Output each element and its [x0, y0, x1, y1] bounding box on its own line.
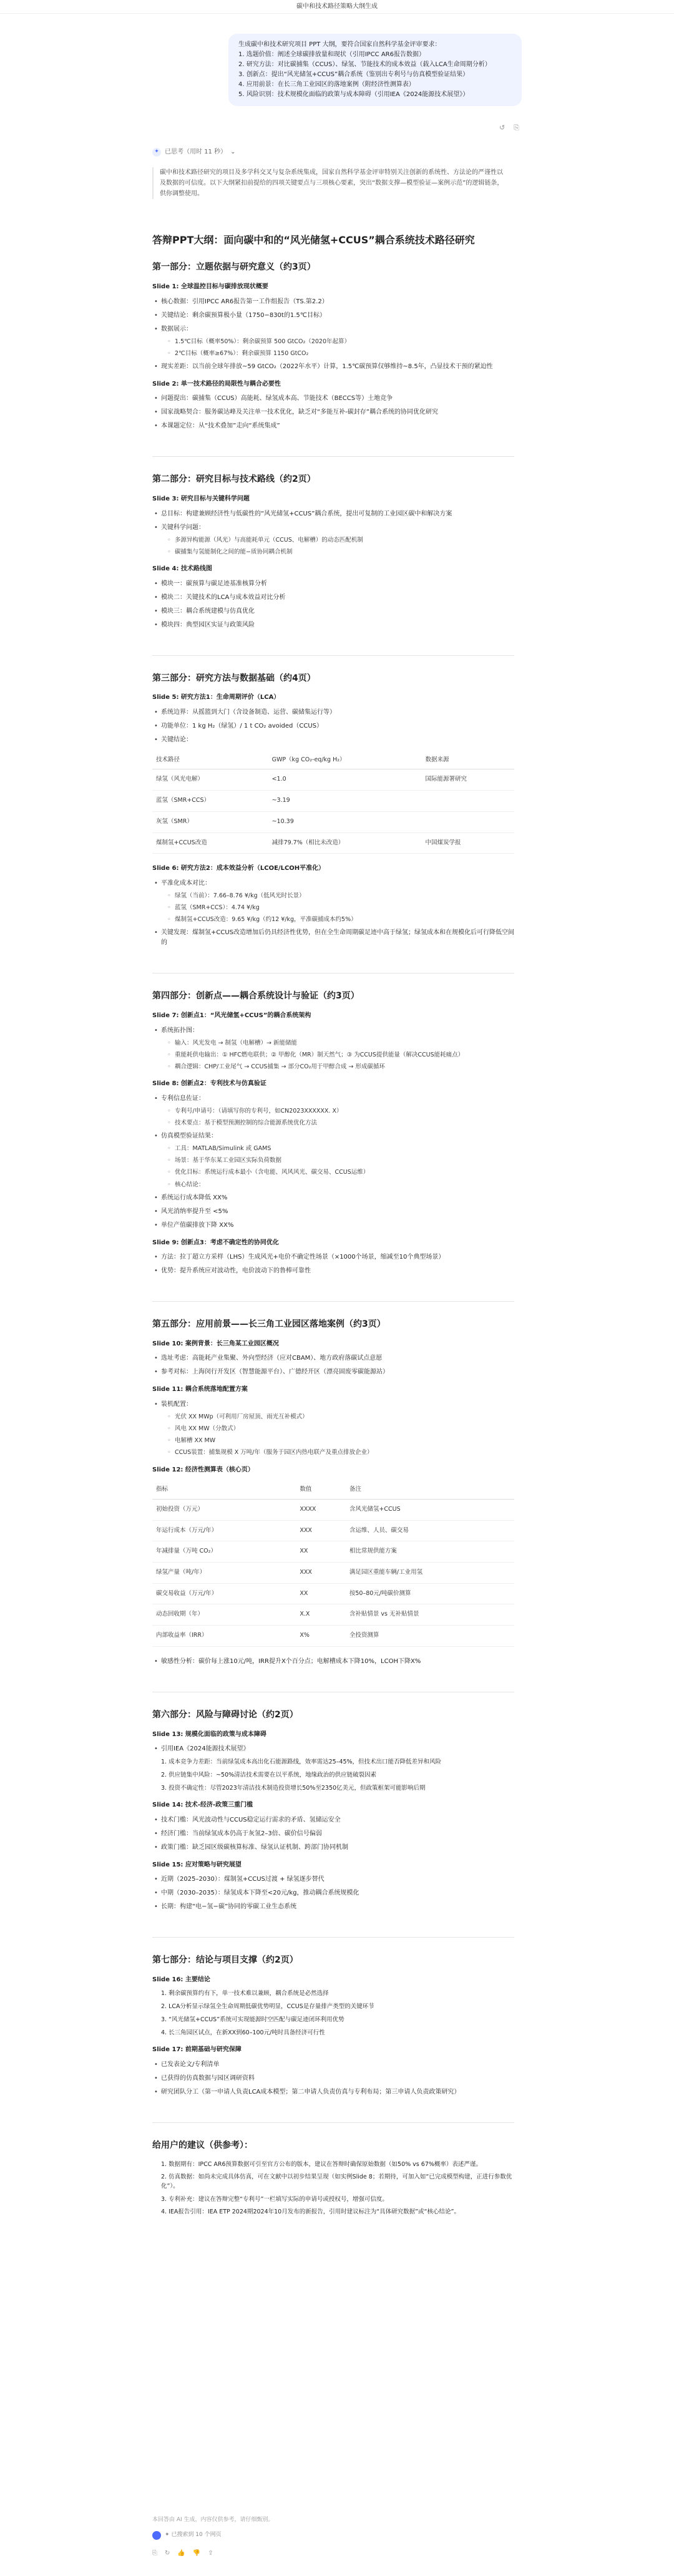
user-message-line: 2. 研究方法：对比碳捕集（CCUS）、绿氢、节能技术的成本效益（载入LCA生命周期分析）	[238, 61, 491, 68]
numbered-item: 3. 投资不确定性：尽管2023年清洁技术制造投资增长50%至2350亿美元，但政策框架可能影响后期	[161, 1784, 426, 1792]
sub-list-item: ◦ 核心结论：	[167, 1180, 514, 1189]
list-item	[152, 1094, 514, 1128]
user-message-line: 生成碳中和技术研究项目 PPT 大纲，要符合国家自然科学基金评审要求：	[238, 41, 441, 48]
table-cell: 国际能源署研究	[421, 769, 514, 791]
table-cell: XXX	[296, 1563, 346, 1584]
table-cell: 相比常规供能方案	[346, 1541, 514, 1563]
list-item-text: 关键结论：剩余碳预算极小量（1750−830t的1.5℃目标）	[161, 311, 326, 319]
table-row	[152, 1626, 514, 1647]
sub-list-item: ◦ 碳捕集与氢能制化之间的能−质协同耦合机制	[167, 547, 514, 557]
bullet-list	[152, 1657, 514, 1667]
table-cell: 含风光储氢+CCUS	[346, 1499, 514, 1520]
table-row	[152, 1520, 514, 1541]
table-cell: 年运行成本（万元/年）	[152, 1520, 296, 1541]
slide-title: Slide 4: 技术路线图	[152, 565, 212, 573]
thumbs-down-icon[interactable]: 👎	[192, 2550, 201, 2557]
sub-list	[167, 1144, 514, 1189]
part-heading: 第二部分：研究目标与技术路线（约2页）	[152, 474, 316, 485]
slide-title: Slide 17: 前期基础与研究保障	[152, 2046, 242, 2054]
list-item-text: 方法：拉丁超立方采样（LHS）生成风光+电价不确定性场景（×1000个场景，缩减至10个典型场景）	[161, 1254, 445, 1261]
numbered-list	[161, 2160, 514, 2218]
bullet-list	[152, 1744, 514, 1754]
response-actions	[152, 2549, 213, 2559]
sub-list-item: ◦ 专利号/申请号：（请填写你的专利号，如CN2023XXXXXX. X）	[167, 1106, 514, 1116]
list-item-text: 单位产值碳排放下降 XX%	[161, 1221, 234, 1229]
list-item	[152, 1252, 514, 1262]
part-heading: 第五部分：应用前景——长三角工业园区落地案例（约3页）	[152, 1319, 386, 1330]
bullet-list	[152, 579, 514, 630]
sub-list-item: ◦ 优化目标：系统运行成本最小（含电能、风风风光、碳交易、CCUS运维）	[167, 1168, 514, 1177]
sub-list-item: ◦ 2℃目标（概率≥67%）：剩余碳预算 1150 GtCO₂	[167, 349, 514, 358]
sub-list	[167, 891, 514, 925]
bullet-list	[152, 1815, 514, 1853]
table-row	[152, 811, 514, 832]
list-item	[152, 2087, 514, 2097]
table-cell: XX	[296, 1583, 346, 1604]
list-item	[152, 1888, 514, 1898]
slide-title: Slide 6: 研究方法2：成本效益分析（LCOE/LCOH平准化）	[152, 865, 325, 872]
sub-list	[167, 535, 514, 557]
list-item-text: 已获得的仿真数据与园区调研资料	[161, 2074, 255, 2082]
list-item	[152, 523, 514, 557]
thinking-label: 已思考（用时 11 秒）	[165, 149, 227, 155]
list-item-text: 模块三：耦合系统建模与仿真优化	[161, 607, 255, 615]
table-cell: XXX	[296, 1520, 346, 1541]
table-row	[152, 791, 514, 812]
sub-list	[167, 1106, 514, 1128]
bullet-list	[152, 708, 514, 745]
column-header: 数据来源	[421, 751, 514, 769]
bullet-list	[152, 394, 514, 431]
list-item	[152, 1829, 514, 1839]
sub-list-item: ◦ 电解槽 XX MW	[167, 1436, 514, 1445]
table-cell: ~3.19	[268, 791, 422, 812]
user-message-line: 5. 风险识别：技术规模化面临的政策与成本障碍（引用IEA《2024能源技术展望》）	[238, 91, 469, 98]
table-cell: <1.0	[268, 769, 422, 791]
list-item	[152, 1815, 514, 1825]
column-header: 指标	[152, 1481, 296, 1499]
list-item	[152, 509, 514, 519]
numbered-item: 4. IEA报告引用：IEA ETP 2024期2024年10月发布的新报告，引用时建议标注为“具体研究数据”或“核心结论”。	[161, 2208, 460, 2216]
list-item-text: 长期：构建“电−氢−碳”协同的零碳工业生态系统	[161, 1903, 297, 1911]
list-item	[152, 721, 514, 731]
sub-list	[167, 337, 514, 358]
part-heading: 第一部分：立题依据与研究意义（约3页）	[152, 262, 316, 273]
list-item-text: 引用IEA《2024能源技术展望》	[161, 1745, 250, 1753]
section-divider	[152, 2122, 514, 2123]
table-cell: ~10.39	[268, 811, 422, 832]
sub-list-item: ◦ 输入：风光发电 → 制氢（电解槽）→ 新能储能	[167, 1038, 514, 1048]
bullet-list	[152, 1875, 514, 1912]
bullet-list	[152, 509, 514, 557]
regenerate-icon[interactable]: ↻	[165, 2550, 170, 2557]
numbered-item: 2. 供应链集中风险：~50%清洁技术需要在以平系统，地缘政治的供应链破裂因素	[161, 1771, 377, 1778]
table-cell: 减排79.7%（相比未改造）	[268, 832, 422, 854]
list-item	[152, 1902, 514, 1912]
slide-title: Slide 8: 创新点2：专利技术与仿真验证	[152, 1080, 266, 1088]
list-item	[152, 2060, 514, 2070]
list-item	[152, 735, 514, 745]
list-item-text: 关键结论：	[161, 736, 192, 743]
slide-title: Slide 10: 案例背景：长三角某工业园区概况	[152, 1340, 279, 1347]
slide-title: Slide 11: 耦合系统落地配置方案	[152, 1386, 248, 1393]
list-item	[152, 1400, 514, 1458]
list-item-text: 关键发现：煤制氢+CCUS改造增加后仍具经济性优势，但在全生命周期碳足迹中高于绿氢；绿氢成本和在规模化后可行降低空间的	[161, 929, 515, 947]
table-cell	[421, 791, 514, 812]
table-row	[152, 1583, 514, 1604]
sub-list-item: ◦ 多源异构能源（风光）与高能耗单元（CCUS、电解槽）的动态匹配机制	[167, 535, 514, 545]
user-message-line: 4. 应用前景：在长三角工业园区的落地案例（附经济性测算表）	[238, 81, 415, 88]
list-item	[152, 879, 514, 925]
bullet-list	[152, 1354, 514, 1377]
list-item-text: 关键科学问题：	[161, 524, 205, 531]
table-cell: X%	[296, 1626, 346, 1647]
conversation	[150, 15, 524, 2576]
list-item	[152, 620, 514, 630]
list-item	[152, 1354, 514, 1364]
bullet-list	[152, 297, 514, 372]
list-item-text: 研究团队分工（第一申请人负责LCA成本模型；第二申请人负责仿真与专利布局；第三申请人负责政策研究）	[161, 2088, 461, 2095]
slide-title: Slide 14: 技术-经济-政策三重门槛	[152, 1802, 253, 1809]
user-message-line: 3. 创新点：提出“风光储氢+CCUS”耦合系统（鉴别出专利号与仿真模型验证结果）	[238, 71, 469, 78]
numbered-list	[161, 1758, 514, 1793]
data-table	[152, 751, 514, 854]
list-item	[152, 324, 514, 358]
list-item-text: 系统边界：从摇篮到大门（含设备制造、运营、碳储集运行等）	[161, 708, 336, 716]
list-item-text: 模块一：碳预算与碳足迹基准核算分析	[161, 580, 267, 587]
slide-title: Slide 3: 研究目标与关键科学问题	[152, 495, 250, 503]
list-item-text: 专利信息佐证：	[161, 1095, 205, 1102]
list-item	[152, 579, 514, 589]
list-item	[152, 1221, 514, 1231]
sub-list-item: ◦ 场景：基于华东某工业园区实际负荷数据	[167, 1156, 514, 1165]
list-item-text: 政策门槛：缺乏园区级碳核算标准、绿氢认证机制、跨部门协同机制	[161, 1843, 348, 1851]
list-item-text: 优势：提升系统应对波动性，电价波动下的鲁棒可靠性	[161, 1267, 311, 1275]
table-cell: 绿氢产量（吨/年）	[152, 1563, 296, 1584]
table-cell: 按50–80元/吨碳价测算	[346, 1583, 514, 1604]
list-item-text: 核心数据：引用IPCC AR6报告第一工作组报告（TS.第2.2）	[161, 298, 328, 305]
numbered-list	[161, 1989, 514, 2037]
web-search-icon	[152, 2531, 161, 2540]
sub-list	[167, 1038, 514, 1072]
list-item-text: 模块二：关键技术的LCA与成本效益对比分析	[161, 593, 286, 601]
table-row	[152, 1563, 514, 1584]
table-cell: XXXX	[296, 1499, 346, 1520]
list-item	[152, 1875, 514, 1885]
table-header-row	[152, 1481, 514, 1499]
title-bar	[0, 0, 674, 14]
numbered-item: 2. LCA分析显示绿氢全生命周期低碳优势明显，CCUS是存量排产类型的关键环节	[161, 2003, 374, 2011]
table-cell: 年减排量（万吨 CO₂）	[152, 1541, 296, 1563]
thinking-content: 碳中和技术路径研究的项目及多学科交叉与复杂系统集成，国家自然科学基金评审特别关注创新的系统性、方法论的严谨性以及数据的可信度。以下大纲紧扣前提给的四项关键要点与三项核心要素，突出“数据支撑—模型验证—案例示范”的逻辑链条，供你调整使用。	[152, 167, 508, 199]
sub-list-item: ◦ 光伏 XX MWp（可利用厂房屋顶、雨光互补模式）	[167, 1412, 514, 1422]
list-item	[152, 593, 514, 603]
list-item	[152, 1193, 514, 1203]
list-item	[152, 1207, 514, 1217]
table-row	[152, 769, 514, 791]
section-divider	[152, 456, 514, 457]
numbered-item: 3. 专利补充：建议在答辩完整“专利号”一栏填写实际的申请号或授权号，增强可信度。	[161, 2195, 388, 2203]
bullet-list	[152, 879, 514, 949]
list-item-text: 已发表论文/专利清单	[161, 2061, 220, 2068]
list-item	[152, 394, 514, 404]
list-item-text: 模块四：典型园区实证与政策风险	[161, 621, 255, 628]
table-row	[152, 832, 514, 854]
list-item-text: 数据展示：	[161, 325, 192, 333]
table-cell: 初始投资（万元）	[152, 1499, 296, 1520]
list-item-text: 系统拓扑图：	[161, 1027, 198, 1034]
table-cell: 煤制氢+CCUS改造	[152, 832, 268, 854]
table-cell: 全投资测算	[346, 1626, 514, 1647]
part-heading: 第七部分：结论与项目支撑（约2页）	[152, 1955, 298, 1966]
sub-list-item: ◦ 煤制氢+CCUS改造：9.65 ¥/kg（约12 ¥/kg，平准碳捕成本约5%）	[167, 915, 514, 924]
bullet-list	[152, 1026, 514, 1072]
list-item-text: 参考对标：上海闵行开发区（智慧能源平台）、广德经开区（漂亮固废零碳能源站）	[161, 1368, 389, 1376]
list-item-text: 问题提出：碳捕集（CCUS）高能耗、绿氢成本高、节能技术（BECCS等）土地竞争	[161, 395, 393, 402]
list-item-text: 技术门槛：风光波动性与CCUS稳定运行需求的矛盾、氢储运安全	[161, 1816, 341, 1823]
bullet-list	[152, 1094, 514, 1231]
user-message-tools	[499, 122, 519, 133]
search-status-label: ✦ 已搜索到 10 个网页	[165, 2532, 222, 2539]
sub-list-item: ◦ CCUS装置：捕集规模 X 万吨/年（服务于园区内热电联产及重点排放企业）	[167, 1448, 514, 1457]
list-item	[152, 928, 514, 948]
table-header-row	[152, 751, 514, 769]
table-cell: 满足园区重能车辆/工业用氢	[346, 1563, 514, 1584]
table-cell: XX	[296, 1541, 346, 1563]
list-item	[152, 421, 514, 431]
table-cell: 蓝氢（SMR+CCS）	[152, 791, 268, 812]
table-row	[152, 1604, 514, 1626]
sub-list-item: ◦ 技术要点：基于模型预测控制的综合能源系统优化方法	[167, 1118, 514, 1128]
bullet-list	[152, 1400, 514, 1458]
part-heading: 给用户的建议（供参考）：	[152, 2140, 253, 2150]
document-title: 答辩PPT大纲：面向碳中和的“风光储氢+CCUS”耦合系统技术路径研究	[152, 234, 475, 246]
table-cell: 灰氢（SMR）	[152, 811, 268, 832]
table-row	[152, 1541, 514, 1563]
column-header: 数值	[296, 1481, 346, 1499]
list-item-text: 风光消纳率提升至 <5%	[161, 1208, 228, 1215]
list-item	[152, 1131, 514, 1189]
column-header: 备注	[346, 1481, 514, 1499]
list-item-text: 功能单位：1 kg H₂（绿氢）/ 1 t CO₂ avoided（CCUS）	[161, 722, 323, 729]
bullet-list	[152, 2060, 514, 2097]
slide-title: Slide 13: 规模化面临的政策与成本障碍	[152, 1730, 266, 1738]
sub-list-item: ◦ 工具：MATLAB/Simulink 或 GAMS	[167, 1144, 514, 1153]
search-status[interactable]	[152, 2531, 222, 2540]
table-cell: X.X	[296, 1604, 346, 1626]
slide-title: Slide 16: 主要结论	[152, 1976, 210, 1983]
thinking-icon: ✦	[152, 148, 161, 157]
thinking-toggle[interactable]	[152, 147, 235, 157]
chevron-down-icon: ⌄	[230, 149, 236, 155]
table-cell: 内部收益率（IRR）	[152, 1626, 296, 1647]
list-item: • 敏感性分析：碳价每上涨10元/吨，IRR提升X个百分点；电解槽成本下降10%，LCOH下降X%	[152, 1657, 514, 1667]
bullet-list	[152, 1252, 514, 1276]
assistant-response	[152, 233, 514, 2222]
list-item	[152, 362, 514, 372]
list-item	[152, 311, 514, 321]
list-item	[152, 708, 514, 718]
sub-list-item: ◦ 重能耗供电输出：① HFC燃电联供；② 甲醇化（MR）制天然气；③ 为CCUS提供能量（解决CCUS能耗痛点）	[167, 1050, 514, 1060]
slide-title: Slide 12: 经济性测算表（核心页）	[152, 1466, 254, 1473]
table-row	[152, 1499, 514, 1520]
list-item-text: 中期（2030–2035）：绿氢成本下降至<20元/kg，推动耦合系统规模化	[161, 1890, 359, 1897]
slide-title: Slide 15: 应对策略与研究展望	[152, 1861, 242, 1868]
user-message-bubble	[228, 34, 522, 106]
list-item	[152, 1266, 514, 1276]
sub-list-item: ◦ 绿氢（当前）：7.66–8.76 ¥/kg（低风光时长景）	[167, 891, 514, 900]
list-item-text: 国家战略契合：服务碳达峰及关注单一技术优化，缺乏对“多能互补-碳封存”耦合系统的协同优化研究	[161, 409, 438, 416]
sub-list-item: ◦ 耦合逻辑：CHP/工业尾气 → CCUS捕集 → 部分CO₂用于甲醇合成 → 形成碳循环	[167, 1062, 514, 1071]
numbered-item: 4. 长三角园区试点，在新XX到60–100元/吨时具备经济可行性	[161, 2029, 325, 2036]
list-item-text: 经济门槛：当前绿氢成本仍高于灰氢2–3倍、碳价信号偏弱	[161, 1830, 322, 1837]
list-item	[152, 2074, 514, 2084]
list-item	[152, 1744, 514, 1754]
edit-icon[interactable]: ↺	[499, 124, 506, 132]
section-divider	[152, 1937, 514, 1938]
list-item-text: 本课题定位：从“技术叠加”走向“系统集成”	[161, 422, 280, 430]
list-item-text: 装机配置：	[161, 1400, 192, 1408]
slide-title: Slide 2: 单一技术路径的局限性与耦合必要性	[152, 380, 281, 388]
list-item	[152, 607, 514, 617]
thumbs-up-icon[interactable]: 👍	[177, 2550, 185, 2557]
table-cell	[421, 811, 514, 832]
slide-title: Slide 1: 全球温控目标与碳排放现状概要	[152, 283, 268, 291]
table-cell: 含运维、人员、碳交易	[346, 1520, 514, 1541]
list-item-text: 总目标：构建兼顾经济性与低碳性的“风光储氢+CCUS”耦合系统，提出可复制的工业园区碳中和解决方案	[161, 510, 452, 517]
list-item-text: 近期（2025–2030）：煤制氢+CCUS过渡 + 绿氢逐步替代	[161, 1876, 325, 1883]
user-message-line: 1. 选题价值：阐述全球碳排放量和现状（引用IPCC AR6报告数据）	[238, 51, 425, 58]
list-item	[152, 1843, 514, 1853]
table-cell: 碳交易收益（万元/年）	[152, 1583, 296, 1604]
list-item-text: 平准化成本对比：	[161, 879, 211, 887]
section-divider	[152, 655, 514, 656]
part-heading: 第六部分：风险与障碍讨论（约2页）	[152, 1709, 298, 1720]
sub-list	[167, 1412, 514, 1458]
table-cell: 绿氢（风光电解）	[152, 769, 268, 791]
part-heading: 第三部分：研究方法与数据基础（约4页）	[152, 673, 316, 683]
window-title: 碳中和技术路径策略大纲生成	[296, 2, 378, 10]
numbered-item: 2. 仿真数据：如尚未完成具体仿真，可在文献中以初步结果呈现（如实例Slide 8；若期待，可加入如“已完成模型构建，正进行参数优化”）。	[161, 2174, 512, 2190]
slide-title: Slide 5: 研究方法1：生命周期评价（LCA）	[152, 694, 280, 701]
column-header: GWP（kg CO₂-eq/kg H₂）	[268, 751, 422, 769]
ai-disclaimer: 本回答由 AI 生成，内容仅供参考，请仔细甄别。	[152, 2517, 274, 2523]
copy-icon[interactable]: ⎘	[152, 2550, 157, 2557]
share-icon[interactable]: ⇪	[208, 2550, 213, 2557]
section-divider	[152, 1301, 514, 1302]
table-cell: 中国煤炭学报	[421, 832, 514, 854]
slide-title: Slide 9: 创新点3：考虑不确定性的协同优化	[152, 1239, 279, 1246]
numbered-item: 1. 数据期有：IPCC AR6预算数据可引至官方公布的版本，建议在答辩时确保原始数据（如50% vs 67%概率）表述严谨。	[161, 2160, 482, 2168]
slide-title: Slide 7: 创新点1：“风光储氢+CCUS”的耦合系统架构	[152, 1012, 311, 1020]
table-cell: 含补贴情景 vs 无补贴情景	[346, 1604, 514, 1626]
list-item-text: 系统运行成本降低 XX%	[161, 1194, 228, 1201]
part-heading: 第四部分：创新点——耦合系统设计与验证（约3页）	[152, 991, 359, 1002]
sub-list-item: ◦ 风电 XX MW（分散式）	[167, 1424, 514, 1433]
copy-icon[interactable]: ⎘	[514, 124, 519, 132]
numbered-item: 1. 剩余碳预算约有下，单一技术难以兼顾，耦合系统是必然选择	[161, 1990, 329, 1998]
list-item-text: 现实差距：以当前全球年排放~59 GtCO₂（2022年水平）计算，1.5℃碳预算仅够维持~8.5年，凸显技术干预的紧迫性	[161, 363, 493, 370]
list-item-text: 仿真模型验证结果：	[161, 1132, 217, 1139]
list-item	[152, 297, 514, 307]
sub-list-item: ◦ 1.5℃目标（概率50%）：剩余碳预算 500 GtCO₂（2020年起算）	[167, 337, 514, 346]
list-item-text: 选址考虑：高能耗产业集聚、外向型经济（应对CBAM）、地方政府落碳试点意愿	[161, 1355, 383, 1362]
data-table	[152, 1481, 514, 1647]
numbered-item: 3. “风光储氢+CCUS”系统可实现能源时空匹配与碳足迹闭环利用优势	[161, 2016, 344, 2023]
list-item	[152, 1026, 514, 1072]
numbered-item: 1. 成本竞争力差距：当前绿氢成本高出化石能源路线，效率需达25–45%，但技术出口能否降低差异和风险	[161, 1759, 442, 1766]
table-cell: 动态回收期（年）	[152, 1604, 296, 1626]
sub-list-item: ◦ 蓝氢（SMR+CCS）：4.74 ¥/kg	[167, 903, 514, 912]
list-item	[152, 407, 514, 417]
column-header: 技术路径	[152, 751, 268, 769]
list-item	[152, 1367, 514, 1377]
